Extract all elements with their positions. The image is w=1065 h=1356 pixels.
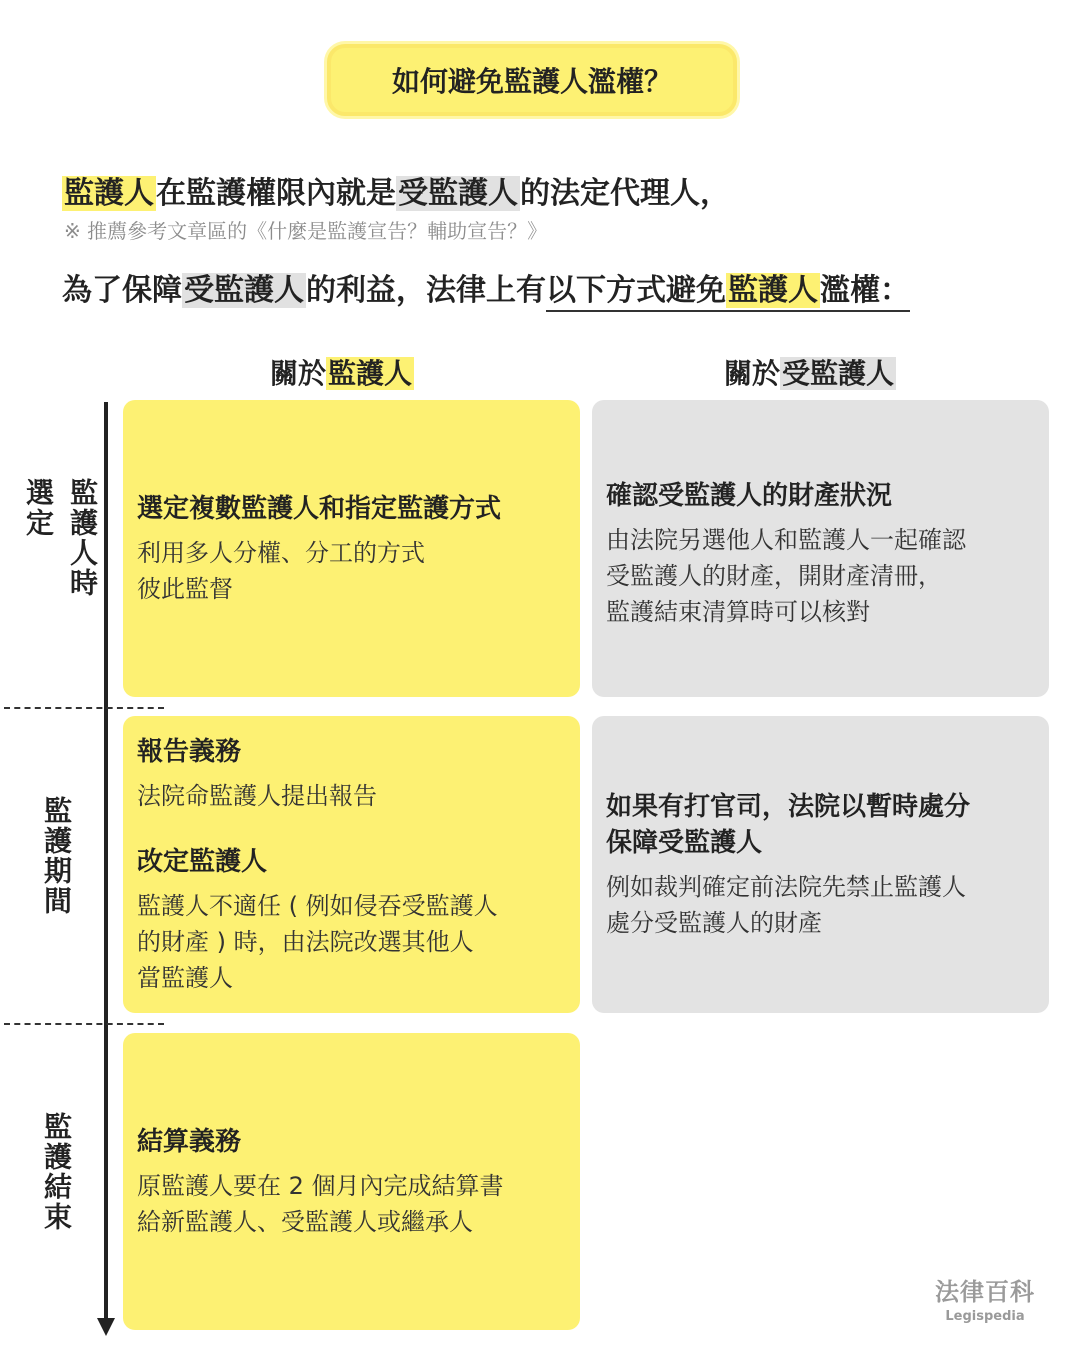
card-during-guardian xyxy=(123,716,580,1013)
stage-divider xyxy=(4,707,164,709)
card-body: 例如裁判確定前法院先禁止監護人 處分受監護人的財產 xyxy=(606,872,966,937)
intro-highlight-guardian: 監護人 xyxy=(728,273,818,308)
column-header-ward xyxy=(724,352,896,392)
card-body: 原監護人要在 2 個月內完成結算書 給新監護人、受監護人或繼承人 xyxy=(137,1171,504,1236)
card-selection-guardian xyxy=(123,400,580,697)
timeline-axis xyxy=(104,402,108,1322)
column-header-guardian xyxy=(270,352,414,392)
card-title: 選定複數監護人和指定監護方式 xyxy=(137,493,502,524)
card-title: 如果有打官司，法院以暫時處分 保障受監護人 xyxy=(606,791,971,858)
intro-text: 以下方式避免 xyxy=(546,273,726,308)
card-selection-ward xyxy=(592,400,1049,697)
stage-label-selection-col2: 監護人時 xyxy=(66,478,99,598)
logo-text-cn: 法律百科 xyxy=(935,1278,1035,1306)
intro-text: 的利益，法律上有 xyxy=(306,273,546,308)
intro-highlight-guardian: 監護人 xyxy=(64,176,154,211)
stage-label-selection-col1: 選定 xyxy=(22,478,55,538)
stage-label-during: 監護期間 xyxy=(40,796,73,916)
card-during-ward xyxy=(592,716,1049,1013)
card-end-guardian xyxy=(123,1033,580,1330)
page-title xyxy=(327,44,737,116)
column-header-prefix: 關於 xyxy=(724,357,781,390)
card-title-change-guardian: 改定監護人 xyxy=(137,846,268,877)
timeline-arrow-icon xyxy=(97,1318,115,1336)
stage-label-selection xyxy=(18,478,98,628)
intro-text: 濫權： xyxy=(820,273,910,308)
legispedia-logo xyxy=(935,1272,1035,1324)
column-header-prefix: 關於 xyxy=(270,357,327,390)
column-header-highlight: 受監護人 xyxy=(782,357,895,390)
intro-underlined-phrase xyxy=(546,273,910,312)
card-body-report-duty: 法院命監護人提出報告 xyxy=(137,781,377,810)
stage-label-end: 監護結束 xyxy=(40,1112,73,1232)
intro-text: 的法定代理人， xyxy=(520,176,730,211)
intro-text: 為了保障 xyxy=(62,273,182,308)
card-body-change-guardian: 監護人不適任 ( 例如侵吞受監護人 的財產 ) 時，由法院改選其他人 當監護人 xyxy=(137,891,498,992)
card-body: 利用多人分權、分工的方式 彼此監督 xyxy=(137,538,425,603)
intro-highlight-ward: 受監護人 xyxy=(184,273,304,308)
logo-text-en: Legispedia xyxy=(945,1309,1025,1324)
intro-text: 在監護權限內就是 xyxy=(156,176,396,211)
intro-line-1 xyxy=(62,168,730,212)
intro-highlight-ward: 受監護人 xyxy=(398,176,518,211)
card-title-report-duty: 報告義務 xyxy=(137,736,242,767)
card-body: 由法院另選他人和監護人一起確認 受監護人的財產，開財產清冊， 監護結束清算時可以核對 xyxy=(606,526,966,626)
page-title-text: 如何避免監護人濫權？ xyxy=(391,65,672,98)
card-title: 結算義務 xyxy=(137,1126,242,1157)
card-title: 確認受監護人的財產狀況 xyxy=(606,481,893,511)
intro-reference-note: ※ 推薦參考文章區的《什麼是監護宣告？輔助宣告？》 xyxy=(64,219,548,243)
intro-line-2 xyxy=(62,265,910,309)
column-header-highlight: 監護人 xyxy=(328,357,413,390)
stage-divider xyxy=(4,1023,164,1025)
